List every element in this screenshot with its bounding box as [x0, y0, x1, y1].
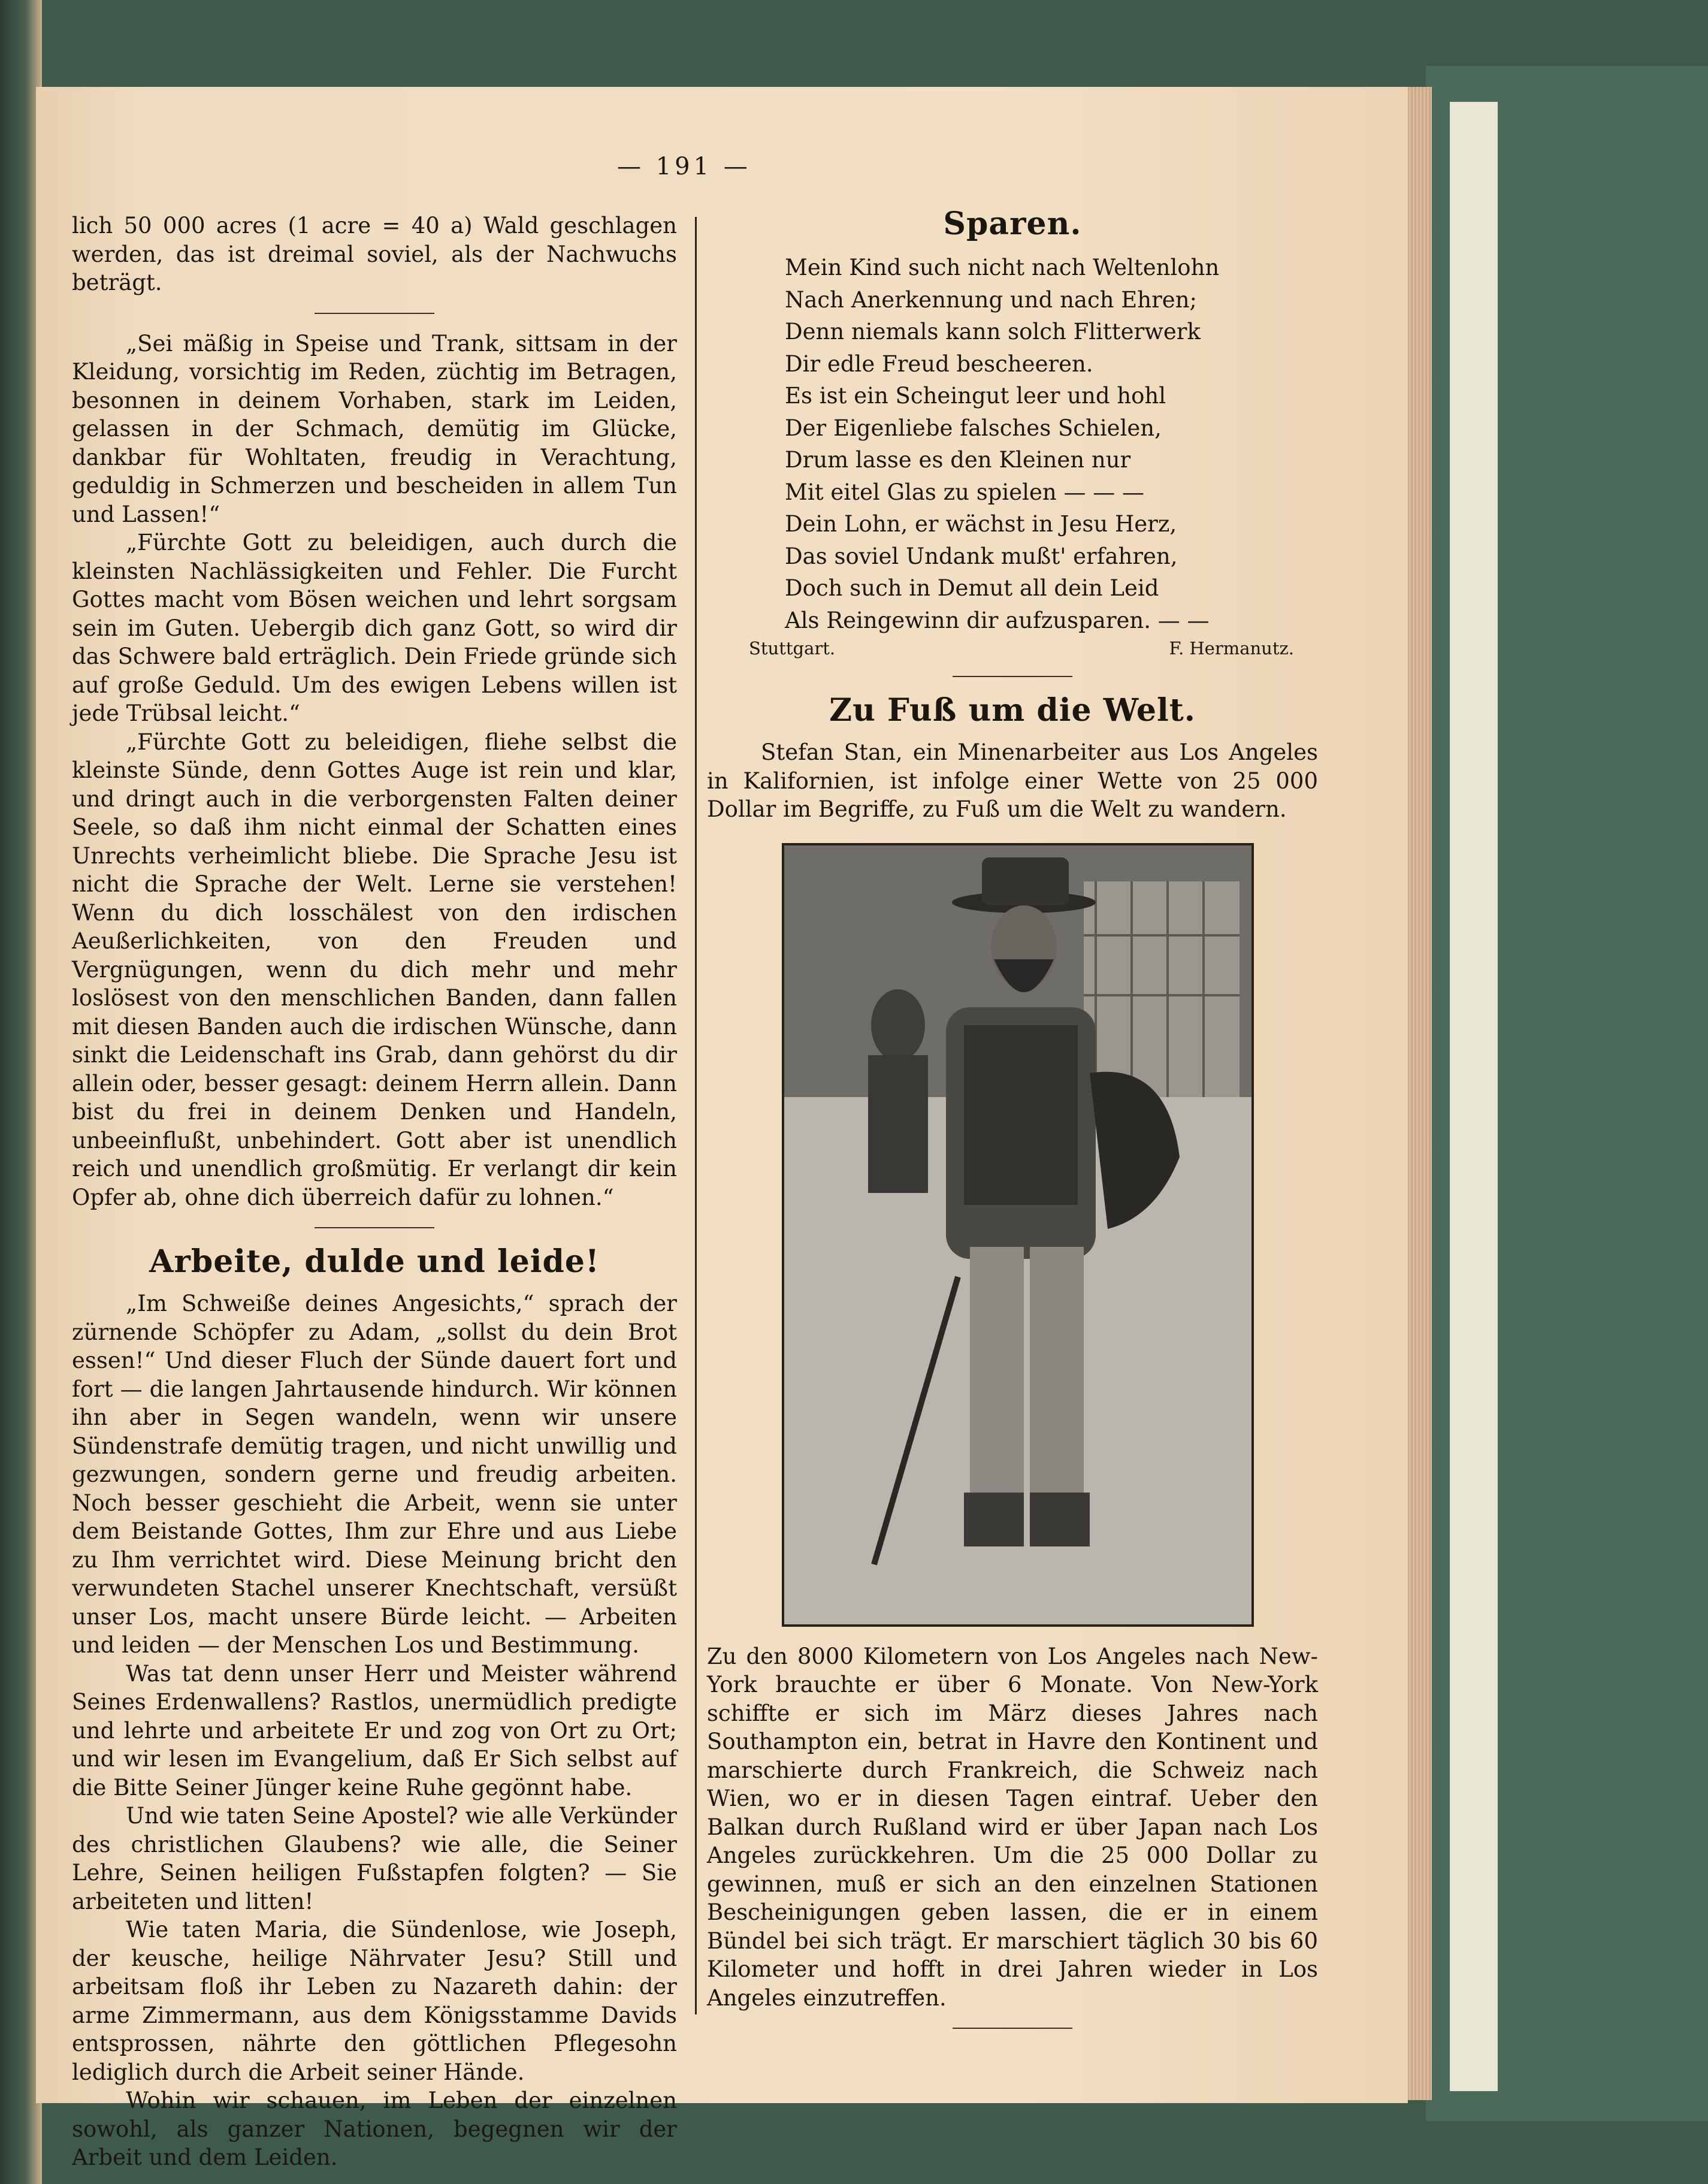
- quote-paragraph-1: „Sei mäßig in Speise und Trank, sittsam in der Kleidung, vorsichtig im Reden, züchtig im Betragen, besonnen in deinem Vorhaben, stark im Leiden, gelassen in der Schmach, demütig im Glücke, dankbar für Wohltaten, freudig in Verachtung, geduldig in Schmerzen und bescheiden in allem Tun und Lassen!“: [72, 330, 677, 527]
- article-paragraph-5: Wohin wir schauen, im Leben der einzelnen sowohl, als ganzer Nationen, begegnen wir der Arbeit und dem Leiden.: [72, 2088, 677, 2170]
- poem-line: Nach Anerkennung und nach Ehren;: [785, 286, 1197, 313]
- walker-photo-illustration: [784, 845, 1251, 1624]
- article-heading-sparen: Sparen.: [943, 206, 1082, 242]
- article-heading-zu-fuss: Zu Fuß um die Welt.: [829, 692, 1196, 729]
- poem-line: Drum lasse es den Kleinen nur: [785, 447, 1131, 473]
- right-column: [707, 198, 1318, 2044]
- left-column: [72, 212, 677, 2172]
- poem-line: Mein Kind such nicht nach Weltenlohn: [785, 255, 1220, 280]
- page-number: — 191 —: [617, 153, 751, 180]
- article-paragraph-2: Was tat denn unser Herr und Meister während Seines Erdenwallens? Rastlos, unermüdlich predigte und lehrte und arbeitete Er und zog von Ort zu Ort; und wir lesen im Evangelium, daß Er Sich selbst auf die Bitte Seiner Jünger keine Ruhe gegönnt habe.: [72, 1660, 677, 1801]
- quote-paragraph-2: „Fürchte Gott zu beleidigen, auch durch die kleinsten Nachlässigkeiten und Fehler. Die Furcht Gottes macht vom Bösen weichen und lehrt sorgsam sein im Guten. Uebergib dich ganz Gott, so wird dir das Schwere bald erträglich. Dein Friede gründe sich auf große Geduld. Um des ewigen Lebens willen ist jede Trübsal leicht.“: [72, 530, 677, 726]
- article-paragraph-4: Wie taten Maria, die Sündenlose, wie Joseph, der keusche, heilige Nährvater Jesu? Still und arbeitsam floß ihr Leben zu Nazareth dahin: der arme Zimmermann, aus dem Königsstamme Davids entsprossen, nährte den göttlichen Pflegesohn lediglich durch die Arbeit seiner Hände.: [72, 1917, 677, 2085]
- signature-author: F. Hermanutz.: [1169, 638, 1294, 658]
- separator: [953, 676, 1072, 677]
- book-flyleaf: [1450, 102, 1498, 2091]
- separator: [315, 313, 434, 314]
- walker-photograph: [782, 843, 1254, 1627]
- intro-paragraph: lich 50 000 acres (1 acre = 40 a) Wald geschlagen werden, das ist dreimal soviel, als der Nachwuchs beträgt.: [72, 213, 677, 295]
- separator: [315, 1227, 434, 1228]
- walker-intro-paragraph: Stefan Stan, ein Minenarbeiter aus Los Angeles in Kalifornien, ist infolge einer Wette von 25 000 Dollar im Begriffe, zu Fuß um die Welt zu wandern.: [707, 739, 1318, 822]
- poem-signature: [707, 636, 1318, 660]
- poem-line: Mit eitel Glas zu spielen — — —: [785, 479, 1144, 505]
- column-divider: [695, 217, 697, 2014]
- walker-journey-paragraph: Zu den 8000 Kilometern von Los Angeles nach New-York brauchte er über 6 Monate. Von New-York schiffte er sich im März dieses Jahres nach Southampton ein, betrat in Havre den Kontinent und marschierte durch Frankreich, die Schweiz nach Wien, wo er in diesen Tagen eintraf. Ueber den Balkan durch Rußland wird er über Japan nach Los Angeles zurückkehren. Um die 25 000 Dollar zu gewinnen, muß er sich an den einzelnen Stationen Bescheinigungen geben lassen, die er in einem Bündel bei sich trägt. Er marschiert täglich 30 bis 60 Kilometer und hofft in drei Jahren wieder in Los Angeles einzutreffen.: [707, 1643, 1318, 2011]
- poem-line: Dir edle Freud bescheeren.: [785, 351, 1093, 377]
- article-paragraph-1: „Im Schweiße deines Angesichts,“ sprach der zürnende Schöpfer zu Adam, „sollst du dein Brot essen!“ Und dieser Fluch der Sünde dauert fort und fort — die langen Jahrtausende hindurch. Wir können ihn aber in Segen wandeln, wenn wir unsere Sündenstrafe demütig tragen, und nicht unwillig und gezwungen, sondern gerne und freudig arbeiten. Noch besser geschieht die Arbeit, wenn sie unter dem Beistande Gottes, Ihm zur Ehre und aus Liebe zu Ihm verrichtet wird. Diese Meinung bricht den verwundeten Stachel unserer Knechtschaft, versüßt unser Los, macht unsere Bürde leicht. — Arbeiten und leiden — der Menschen Los und Bestimmung.: [72, 1291, 677, 1658]
- poem-line: Als Reingewinn dir aufzusparen. — —: [785, 607, 1210, 633]
- quote-paragraph-3: „Fürchte Gott zu beleidigen, fliehe selbst die kleinste Sünde, denn Gottes Auge ist rein und klar, und dringt auch in die verborgensten Falten deiner Seele, so daß ihm nicht einmal der Schatten eines Unrechts verheimlicht bliebe. Die Sprache Jesu ist nicht die Sprache der Welt. Lerne sie verstehen! Wenn du dich losschälest von den irdischen Aeußerlichkeiten, von den Freuden und Vergnügungen, wenn du dich mehr und mehr loslösest von den menschlichen Banden, dann fallen mit diesen Banden auch die irdischen Wünsche, dann sinkt die Leidenschaft ins Grab, dann gehörst du dir allein oder, besser gesagt: deinem Herrn allein. Dann bist du frei in deinem Denken und Handeln, unbeeinflußt, unbehindert. Gott aber ist unendlich reich und unendlich großmütig. Er verlangt dir kein Opfer ab, ohne dich überreich dafür zu lohnen.“: [72, 729, 677, 1210]
- poem-line: Es ist ein Scheingut leer und hohl: [785, 383, 1166, 409]
- poem-line: Doch such in Demut all dein Leid: [785, 575, 1159, 601]
- poem-line: Das soviel Undank mußt' erfahren,: [785, 543, 1178, 569]
- separator: [953, 2028, 1072, 2029]
- poem-line: Denn niemals kann solch Flitterwerk: [785, 319, 1201, 345]
- poem-line: Dein Lohn, er wächst in Jesu Herz,: [785, 511, 1177, 537]
- poem-line: Der Eigenliebe falsches Schielen,: [785, 415, 1162, 441]
- signature-place: Stuttgart.: [749, 638, 836, 658]
- article-paragraph-3: Und wie taten Seine Apostel? wie alle Verkünder des christlichen Glaubens? wie alle, die Seiner Lehre, Seinen heiligen Fußstapfen folgten? — Sie arbeiteten und litten!: [72, 1803, 677, 1914]
- poem: [707, 252, 1318, 636]
- article-heading-arbeite: Arbeite, dulde und leide!: [149, 1243, 600, 1280]
